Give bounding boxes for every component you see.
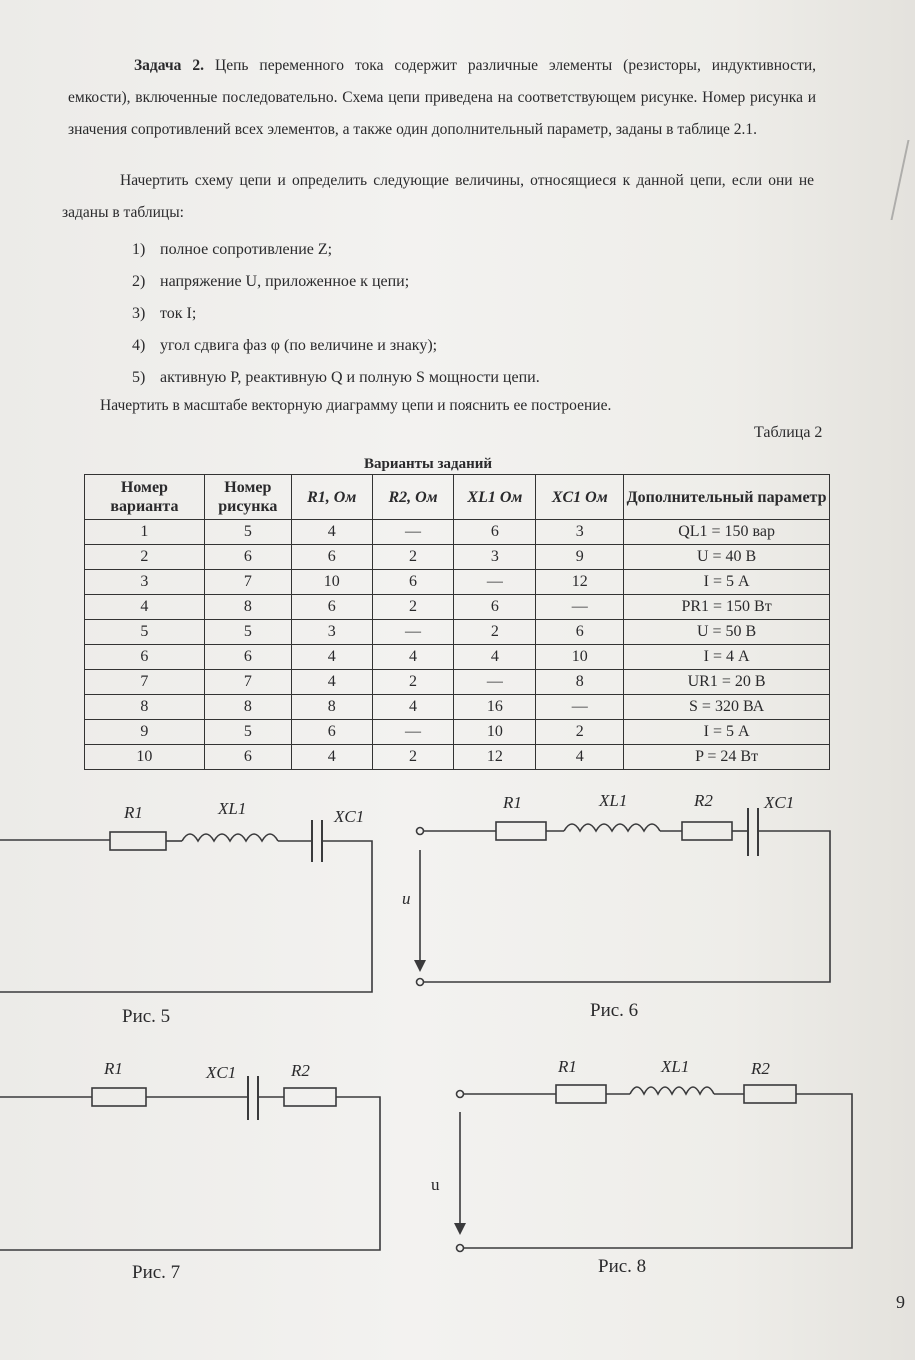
fig5-label-xc1: XC1 (334, 807, 365, 826)
table-cell: I = 5 А (624, 720, 830, 745)
fig7-capacitor-xc1 (248, 1076, 258, 1120)
table-label: Таблица 2 (754, 424, 823, 441)
fig7-label-r1: R1 (104, 1059, 123, 1078)
fig6-capacitor-xc1 (748, 808, 758, 856)
fig5-caption: Рис. 5 (122, 1006, 171, 1027)
table-caption: Варианты заданий (364, 456, 493, 472)
table-cell: 8 (204, 595, 291, 620)
figure-7-circuit (0, 1076, 380, 1250)
task-label: Задача 2. (134, 57, 205, 74)
table-cell: 4 (372, 695, 454, 720)
list-item-number: 2) (132, 273, 146, 290)
table-cell: 2 (372, 670, 454, 695)
table-cell: — (454, 570, 536, 595)
table-cell: 8 (85, 695, 205, 720)
table-cell: 6 (536, 620, 624, 645)
fig5-inductor-xl1 (182, 834, 278, 841)
table-cell: — (454, 670, 536, 695)
table-cell: 2 (536, 720, 624, 745)
table-cell: 6 (454, 520, 536, 545)
table-cell: 3 (291, 620, 372, 645)
header-variant: Номер варианта (85, 475, 205, 520)
table-cell: 12 (536, 570, 624, 595)
table-cell: 6 (454, 595, 536, 620)
list-item-number: 1) (132, 241, 146, 258)
table-cell: 6 (204, 645, 291, 670)
table-cell: 4 (372, 645, 454, 670)
fig8-terminal (457, 1091, 464, 1098)
figure-8-circuit (457, 1085, 853, 1252)
table-cell: 4 (454, 645, 536, 670)
fig6-terminal (417, 828, 424, 835)
header-figure: Номер рисунка (204, 475, 291, 520)
table-cell: I = 5 А (624, 570, 830, 595)
fig7-caption: Рис. 7 (132, 1262, 181, 1283)
table-cell: UR1 = 20 В (624, 670, 830, 695)
table-cell: 10 (454, 720, 536, 745)
table-cell: P = 24 Вт (624, 745, 830, 770)
fig6-label-u: u (402, 889, 411, 908)
table-cell: U = 40 В (624, 545, 830, 570)
fig5-resistor-r1 (110, 832, 166, 850)
fig5-capacitor-xc1 (312, 820, 322, 862)
fig8-resistor-r2 (744, 1085, 796, 1103)
table-cell: 2 (372, 595, 454, 620)
list-item-text: угол сдвига фаз φ (по величине и знаку); (160, 337, 438, 354)
table-cell: 9 (85, 720, 205, 745)
table-cell: 5 (204, 620, 291, 645)
table-cell: 2 (454, 620, 536, 645)
fig6-wire (424, 831, 830, 982)
fig5-label-r1: R1 (124, 803, 143, 822)
table-cell: 2 (372, 545, 454, 570)
list-item-text: полное сопротивление Z; (160, 241, 333, 258)
header-r1: R1, Ом (291, 475, 372, 520)
list-item-number: 5) (132, 369, 146, 386)
table-cell: 3 (536, 520, 624, 545)
table-cell: — (536, 695, 624, 720)
fig5-label-xl1: XL1 (218, 799, 247, 818)
header-extra-param: Дополнительный параметр (624, 475, 830, 520)
table-cell: 8 (291, 695, 372, 720)
fig7-label-xc1: XC1 (206, 1063, 237, 1082)
figure-6-circuit (417, 808, 831, 986)
list-item-text: напряжение U, приложенное к цепи; (160, 273, 410, 290)
fig6-label-r1: R1 (503, 793, 522, 812)
header-xc1: XC1 Ом (536, 475, 624, 520)
table-cell: — (372, 720, 454, 745)
fig5-wire (0, 841, 372, 992)
table-cell: I = 4 А (624, 645, 830, 670)
table-cell: 3 (85, 570, 205, 595)
table-cell: 5 (204, 720, 291, 745)
list-item-text: ток I; (160, 305, 197, 322)
table-cell: 5 (204, 520, 291, 545)
table-cell: 6 (372, 570, 454, 595)
fig6-resistor-r1 (496, 822, 546, 840)
table-cell: 16 (454, 695, 536, 720)
fig6-label-r2: R2 (694, 791, 713, 810)
table-cell: 4 (291, 745, 372, 770)
table-cell: 1 (85, 520, 205, 545)
list-item-number: 3) (132, 305, 146, 322)
table-cell: 4 (536, 745, 624, 770)
page-number: 9 (896, 1292, 905, 1312)
table-cell: 7 (85, 670, 205, 695)
table-cell: 4 (291, 520, 372, 545)
header-xl1: XL1 Ом (454, 475, 536, 520)
table-cell: 10 (85, 745, 205, 770)
final-instruction: Начертить в масштабе векторную диаграмму цепи и пояснить ее построение. (100, 397, 612, 414)
fig7-resistor-r2 (284, 1088, 336, 1106)
fig8-label-r1: R1 (558, 1057, 577, 1076)
list-item-number: 4) (132, 337, 146, 354)
fig7-resistor-r1 (92, 1088, 146, 1106)
table-cell: 6 (204, 745, 291, 770)
table-cell: 2 (85, 545, 205, 570)
table-cell: 12 (454, 745, 536, 770)
table-cell: 6 (291, 545, 372, 570)
task-text: Цепь переменного тока содержит различные элементы (резисторы, индуктивности, емкости), включенные последовательно. Схема цепи приведена на соответствующем рисунке. Номер рисунка и значения сопротивлений всех элементов, а также один дополнительный параметр, заданы в таблице 2.1. (68, 57, 816, 138)
fig6-label-xc1: XC1 (764, 793, 795, 812)
table-cell: 6 (291, 720, 372, 745)
table-cell: 4 (291, 670, 372, 695)
fig8-label-u: u (431, 1175, 440, 1194)
fig8-label-xl1: XL1 (661, 1057, 690, 1076)
fig8-wire (464, 1094, 852, 1248)
table-cell: — (372, 520, 454, 545)
fig8-label-r2: R2 (751, 1059, 770, 1078)
fig8-terminal (457, 1245, 464, 1252)
fig8-resistor-r1 (556, 1085, 606, 1103)
figure-5-circuit (0, 820, 372, 992)
fig6-resistor-r2 (682, 822, 732, 840)
fig6-inductor-xl1 (564, 824, 660, 831)
table-cell: 8 (204, 695, 291, 720)
fig8-arrowhead (454, 1223, 466, 1235)
table-cell: 2 (372, 745, 454, 770)
table-cell: 10 (536, 645, 624, 670)
table-cell: — (372, 620, 454, 645)
fig6-caption: Рис. 6 (590, 1000, 639, 1021)
table-cell: S = 320 ВА (624, 695, 830, 720)
fig8-inductor-xl1 (630, 1087, 714, 1094)
table-cell: 7 (204, 670, 291, 695)
table-cell: 6 (204, 545, 291, 570)
list-item-text: активную P, реактивную Q и полную S мощности цепи. (160, 369, 540, 386)
fig6-arrowhead (414, 960, 426, 972)
table-cell: U = 50 В (624, 620, 830, 645)
table-cell: 10 (291, 570, 372, 595)
table-cell: 9 (536, 545, 624, 570)
header-r2: R2, Ом (372, 475, 454, 520)
fig6-label-xl1: XL1 (599, 791, 628, 810)
table-cell: QL1 = 150 вар (624, 520, 830, 545)
table-cell: 5 (85, 620, 205, 645)
fig7-label-r2: R2 (291, 1061, 310, 1080)
table-cell: 6 (291, 595, 372, 620)
table-cell: 7 (204, 570, 291, 595)
table-cell: 4 (85, 595, 205, 620)
instruction-text: Начертить схему цепи и определить следующие величины, относящиеся к данной цепи, если они не заданы в таблицы: (62, 172, 814, 221)
table-cell: 3 (454, 545, 536, 570)
fig6-terminal (417, 979, 424, 986)
table-cell: 8 (536, 670, 624, 695)
fig7-wire (0, 1097, 380, 1250)
table-cell: — (536, 595, 624, 620)
fig8-caption: Рис. 8 (598, 1256, 647, 1277)
table-cell: PR1 = 150 Вт (624, 595, 830, 620)
table-cell: 4 (291, 645, 372, 670)
table-cell: 6 (85, 645, 205, 670)
